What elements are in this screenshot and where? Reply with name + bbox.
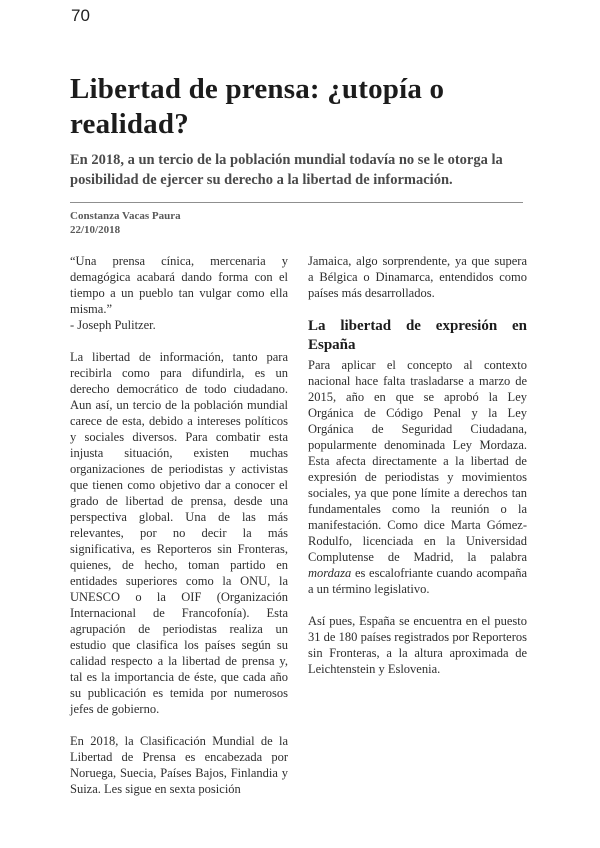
paragraph: En 2018, la Clasificación Mundial de la Libertad de Prensa es encabezada por Noruega, Suecia, Países Bajos, Finlandia y Suiza. Les sigue en sexta posición [70, 734, 288, 796]
article [70, 72, 527, 813]
emphasized-word: mordaza [308, 566, 352, 580]
article-title: Libertad de prensa: ¿utopía o realidad? [70, 73, 445, 140]
page-number: 70 [71, 6, 90, 25]
column-right [308, 253, 527, 813]
paragraph-text: es escalofriante cuando acompaña a un término legislativo. [308, 566, 527, 596]
article-subtitle: En 2018, a un tercio de la población mundial todavía no se le otorga la posibilidad de ejercer su derecho a la libertad de información. [70, 152, 503, 188]
paragraph: Jamaica, algo sorprendente, ya que supera a Bélgica o Dinamarca, entendidos como países más desarrollados. [308, 254, 527, 300]
section-heading: La libertad de expresión en España [308, 318, 527, 353]
column-left [70, 253, 288, 813]
pull-quote: “Una prensa cínica, mercenaria y demagógica acabará dando forma con el tiempo a un pueblo tan vulgar como ella misma.” [70, 254, 288, 316]
paragraph [308, 357, 527, 597]
publish-date: 22/10/2018 [70, 224, 121, 236]
paragraph-text: Para aplicar el concepto al contexto nacional hace falta trasladarse a marzo de 2015, año en que se aprobó la Ley Orgánica de Código Penal y la Ley Orgánica de Seguridad Ciudadana, popularmente denominada Ley Mordaza. Esta afecta directamente a la libertad de expresión de periodistas y movimientos sociales, ya que pone límite a derechos tan fundamentales como la reunión o la manifestación. Como dice Marta Gómez-Rodulfo, licenciada en la Universidad Complutense de Madrid, la palabra [308, 358, 527, 564]
author-name: Constanza Vacas Paura [70, 210, 181, 222]
paragraph: Así pues, España se encuentra en el puesto 31 de 180 países registrados por Reporteros sin Fronteras, a la altura aproximada de Leichtenstein y Eslovenia. [308, 614, 527, 676]
byline [70, 209, 527, 237]
paragraph: La libertad de información, tanto para recibirla como para difundirla, es un derecho democrático de todo ciudadano. Aun así, un tercio de la población mundial carece de esta, debido a intereses políticos y sociales diversos. Para combatir esta injusta situación, existen muchas organizaciones de periodistas y activistas que tienen como objetivo dar a conocer el grado de libertad de prensa, desde una perspectiva global. Una de las más relevantes, por no decir la más significativa, es Reporteros sin Fronteras, quienes, de hecho, toman partido en entidades superiores como la ONU, la UNESCO o la OIF (Organización Internacional de Francofonía). Esta agrupación de periodistas realiza un estudio que clasifica los países según su calidad respecto a la libertad de prensa y, tal es la importancia de éste, que cada año su publicación es temida por numerosos jefes de gobierno. [70, 350, 288, 716]
article-body [70, 253, 527, 813]
quote-attribution: - Joseph Pulitzer. [70, 318, 156, 332]
byline-divider [70, 202, 523, 203]
